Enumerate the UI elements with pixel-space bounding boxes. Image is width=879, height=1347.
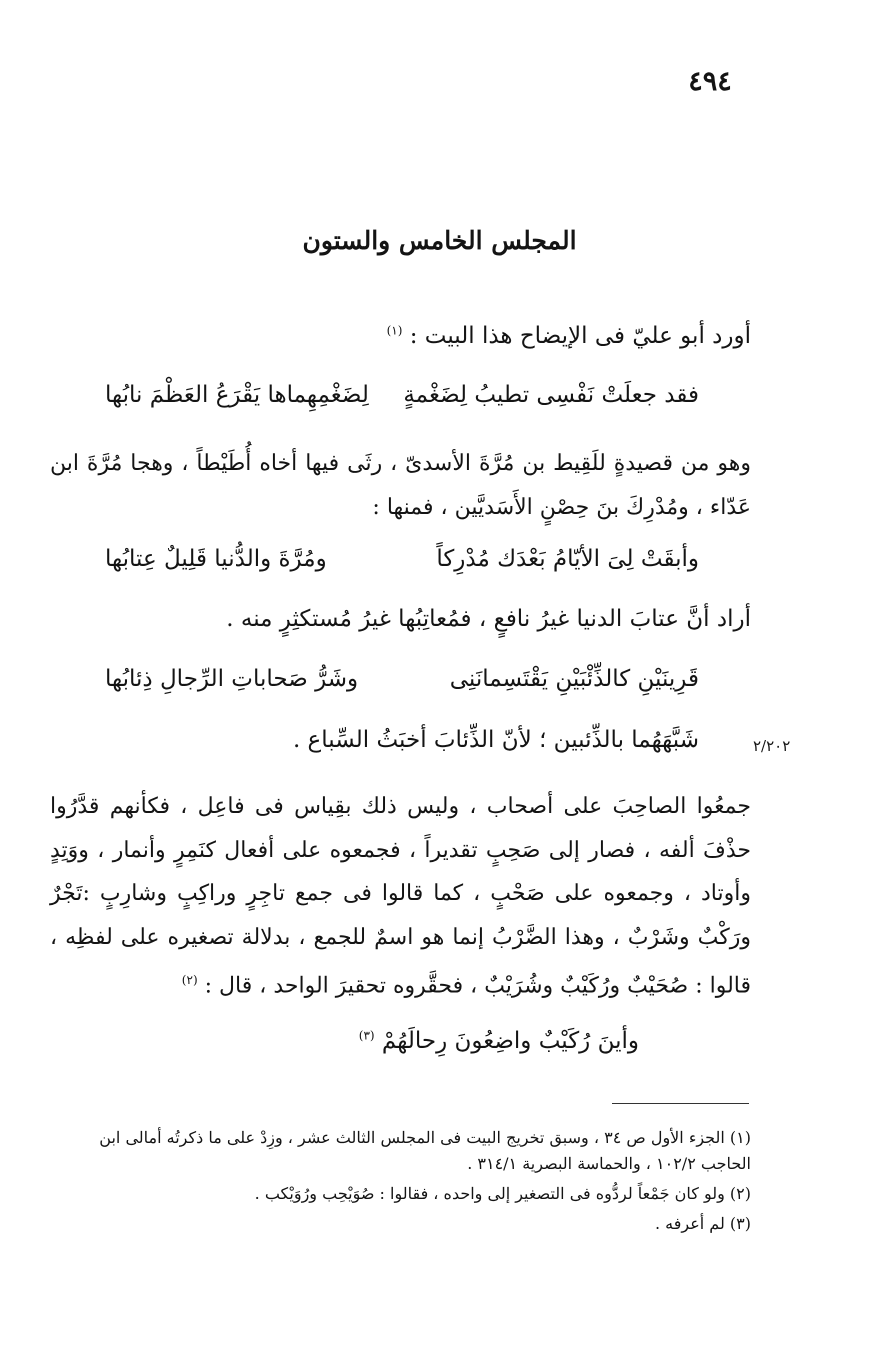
verse-1-first-hemistich: فقد جعلَتْ نَفْسِى تطيبُ لِضَغْمةٍ <box>403 382 699 408</box>
paragraph-2: أراد أنَّ عتابَ الدنيا غيرُ نافعٍ ، فمُعاتِبُها غيرُ مُستكثِرٍ منه . <box>226 606 751 632</box>
paragraph-1: وهو من قصيدةٍ للَقِيط بن مُرَّةَ الأسدىّ ، رثَى فيها أخاه أُطَيْطاً ، وهجا مُرَّةَ ابن عَدّاء ، ومُدْرِكَ بنَ حِصْنٍ الأَسَديَّين ، فمنها : <box>50 451 751 520</box>
intro-line <box>387 323 751 349</box>
paragraph-4 <box>50 785 751 1008</box>
verse-2-first-hemistich: وأبقَتْ لِىَ الأيّامُ بَعْدَك مُدْرِكاً <box>436 546 699 572</box>
paragraph-4-footnote-ref: (٢) <box>181 973 198 987</box>
verse-2-second-hemistich: ومُرَّةَ والدُّنيا قَلِيلٌ عِتابُها <box>105 546 327 572</box>
footnotes <box>50 1125 751 1241</box>
verse-2 <box>105 546 699 596</box>
footnote-1: (١) الجزء الأول ص ٣٤ ، وسبق تخريج البيت فى المجلس الثالث عشر ، وزِدْ على ما ذكرتُه أمالى ابن الحاجب ١٠٢/٢ ، والحماسة البصرية ٣١٤/١ . <box>99 1128 751 1173</box>
verse-1-second-hemistich: لِضَغْمِهِماها يَقْرَعُ العَظْمَ نابُها <box>105 382 369 408</box>
footnote-separator <box>612 1103 749 1104</box>
page-number: ٤٩٤ <box>688 66 732 97</box>
intro-footnote-ref: (١) <box>386 323 403 338</box>
paragraph-3: شَبَّهَهُما بالذِّئبين ؛ لأنّ الذِّئابَ أخبَثُ السِّباع . <box>292 727 699 753</box>
verse-3-second-hemistich: وشَرُّ صَحاباتِ الرِّجالِ ذِئابُها <box>105 666 359 692</box>
verse-4-text: وأينَ رُكَيْبٌ واضِعُونَ رِحالَهُمْ <box>381 1028 639 1054</box>
verse-1 <box>105 382 699 432</box>
section-title: المجلس الخامس والستون <box>302 226 577 255</box>
intro-text: أورد أبو عليّ فى الإيضاح هذا البيت : <box>409 323 751 349</box>
verse-4-footnote-ref: (٣) <box>358 1028 375 1043</box>
footnote-2: (٢) ولو كان جَمْعاً لردُّوه فى التصغير إلى واحده ، فقالوا : صُوَيْحِب ورُوَيْكب . <box>254 1184 751 1203</box>
verse-3 <box>105 666 699 716</box>
footnote-3: (٣) لم أعرفه . <box>655 1214 751 1233</box>
margin-reference: ٢/٢٠٢ <box>753 737 791 755</box>
verse-3-first-hemistich: قَرِينَيْنِ كالذِّئْبَيْنِ يَقْتَسِمانَنِى <box>449 666 699 692</box>
verse-4 <box>359 1028 639 1054</box>
paragraph-4-text: جمعُوا الصاحِبَ على أصحاب ، وليس ذلك بقِياس فى فاعِل ، فكأنهم قدَّرُوا حذْفَ ألفه ، فصار إلى صَحِبٍ تقديراً ، فجمعوه على أفعال كنَمِرٍ وأنمار ، ووَتِدٍ وأوتاد ، وجمعوه على صَحْبٍ ، كما قالوا فى جمع تاجِرٍ وراكِبٍ وشارِبٍ :تَجْرٌ ورَكْبٌ وشَرْبٌ ، وهذا الضَّرْبُ إنما هو اسمٌ للجمع ، بدلالة تصغيره على لفظِه ، قالوا : صُحَيْبٌ ورُكَيْبٌ وشُرَيْبٌ ، فحقَّروه تحقيرَ الواحد ، قال : <box>50 794 751 999</box>
